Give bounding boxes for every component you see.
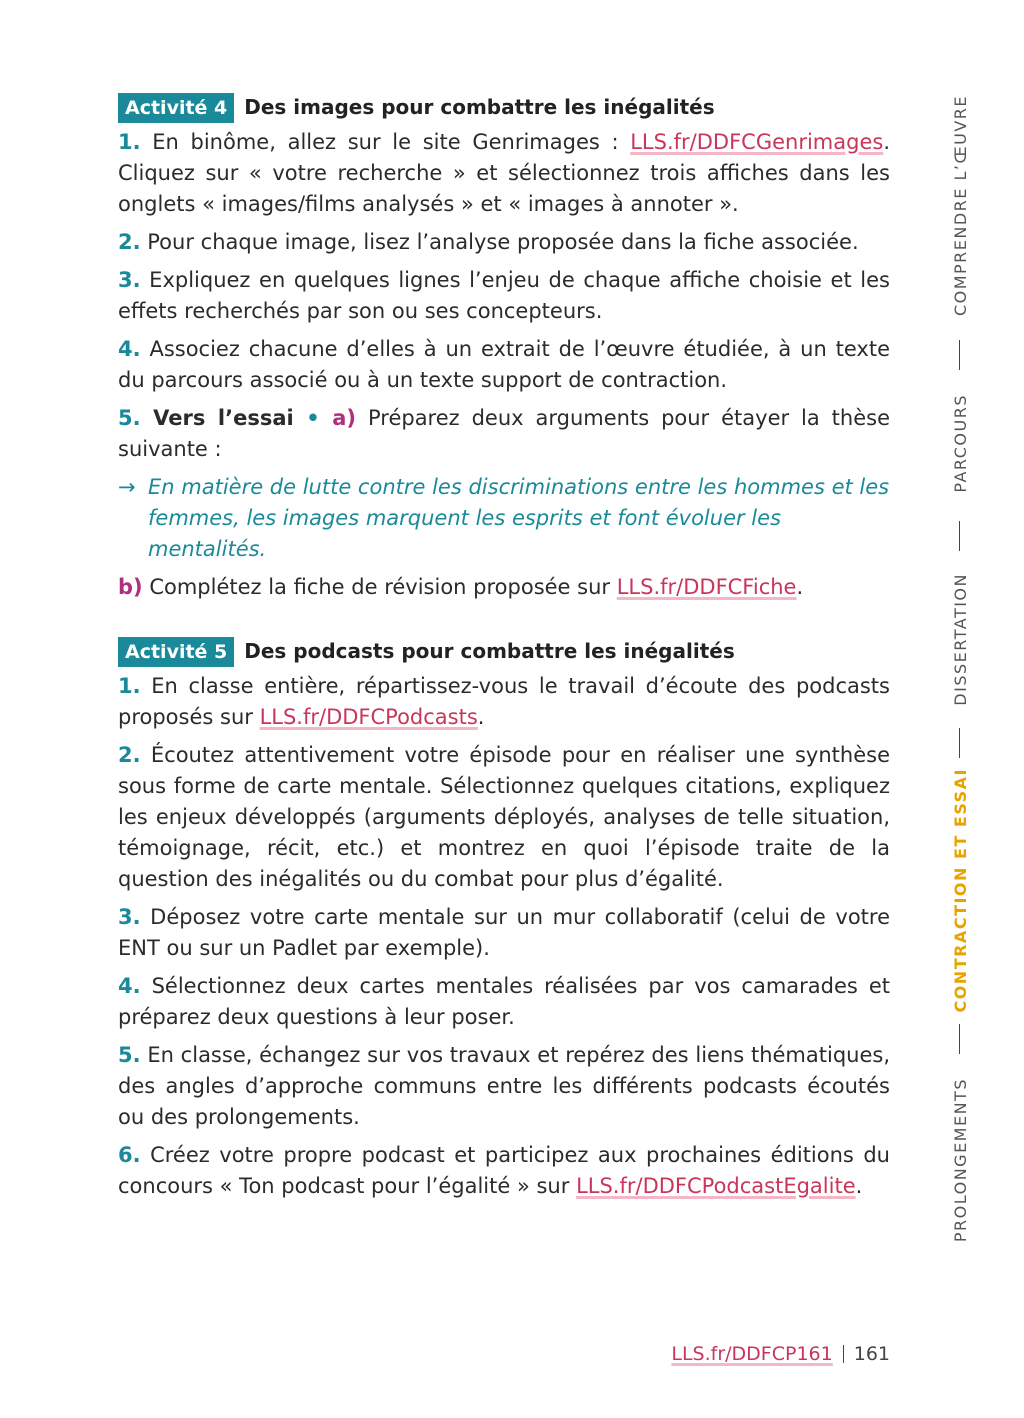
item-text: Complétez la fiche de révision proposée sur — [142, 575, 617, 599]
item-text: Écoutez attentivement votre épisode pour en réaliser une synthèse sous forme de carte mentale. Sélectionnez quelques citations, expliquez les enjeux développés (arguments déployés, analyses de telle situation, témoignage, récit, etc.) et montrez en quoi l’épisode traite de la question des inégalités ou du combat pour plus d’égalité. — [118, 743, 890, 891]
item-text: Créez votre propre podcast et participez aux prochaines éditions du concours « Ton podcast pour l’égalité » sur — [118, 1143, 890, 1198]
fiche-link[interactable]: LLS.fr/DDFCFiche — [616, 575, 797, 599]
activity-5-item-4 — [118, 971, 890, 1033]
item-text: En binôme, allez sur le site Genrimages : — [140, 130, 631, 154]
section-gap — [118, 610, 890, 636]
activity-5-header — [118, 636, 890, 667]
item-number: 5. — [118, 1043, 141, 1067]
activity-4-item-5 — [118, 403, 890, 465]
item-text: En classe entière, répartissez-vous le travail d’écoute des podcasts proposés sur — [118, 674, 890, 729]
page-footer — [671, 1343, 890, 1365]
footer-divider — [843, 1345, 844, 1363]
item-text: Sélectionnez deux cartes mentales réalisées par vos camarades et préparez deux questions à leur poser. — [118, 974, 890, 1029]
arrow-right-icon: → — [118, 475, 136, 499]
activity-5-item-1 — [118, 671, 890, 733]
chapter-sidebar — [933, 86, 987, 1256]
sub-item-a: a) — [332, 406, 357, 430]
tab-contraction-essai[interactable] — [933, 768, 987, 1013]
tab-label: COMPRENDRE L’ŒUVRE — [950, 95, 970, 317]
item-text: . — [796, 575, 804, 599]
item-text: . Cliquez sur « votre recherche » et sélectionnez trois affiches dans les onglets « images/films analysés » et « images à annoter ». — [118, 130, 890, 216]
tab-prolongements[interactable] — [933, 1064, 987, 1256]
item-number: 5. — [118, 406, 141, 430]
sub-item-b: b) — [118, 575, 143, 599]
page-number: 161 — [853, 1343, 890, 1365]
tab-divider — [959, 521, 960, 551]
tab-label: PROLONGEMENTS — [950, 1077, 970, 1243]
item-text: . — [855, 1174, 863, 1198]
activity-4-item-3 — [118, 265, 890, 327]
item-number: 3. — [118, 268, 141, 292]
tab-divider — [959, 1024, 960, 1054]
item-text: Associez chacune d’elles à un extrait de l’œuvre étudiée, à un texte du parcours associé ou à un texte support de contraction. — [118, 337, 890, 392]
item-number: 4. — [118, 337, 141, 361]
item-number: 6. — [118, 1143, 141, 1167]
item-text: Préparez deux arguments pour étayer la thèse suivante : — [118, 406, 890, 461]
activity-4-item-1 — [118, 127, 890, 220]
activity-5-item-2 — [118, 740, 890, 895]
item-text: En classe, échangez sur vos travaux et repérez des liens thématiques, des angles d’approche communs entre les différents podcasts écoutés ou des prolongements. — [118, 1043, 890, 1129]
podcast-egalite-link[interactable]: LLS.fr/DDFCPodcastEgalite — [576, 1174, 856, 1198]
item-text: Expliquez en quelques lignes l’enjeu de chaque affiche choisie et les effets recherchés par son ou ses concepteurs. — [118, 268, 890, 323]
tab-label: PARCOURS — [950, 393, 970, 493]
activity-4-title: Des images pour combattre les inégalités — [244, 95, 715, 119]
tab-label: DISSERTATION — [950, 572, 970, 706]
activity-4-badge: Activité 4 — [118, 93, 234, 123]
item-text: . — [477, 705, 485, 729]
activity-5-title: Des podcasts pour combattre les inégalités — [244, 639, 735, 663]
essay-label: Vers l’essai — [140, 406, 294, 430]
tab-dissertation[interactable] — [933, 564, 987, 714]
item-number: 4. — [118, 974, 141, 998]
activity-5-item-3 — [118, 902, 890, 964]
activity-5-badge: Activité 5 — [118, 637, 234, 667]
item-number: 2. — [118, 743, 141, 767]
tab-parcours[interactable] — [933, 380, 987, 506]
item-number: 3. — [118, 905, 141, 929]
item-text: Déposez votre carte mentale sur un mur collaboratif (celui de votre ENT ou sur un Padlet par exemple). — [118, 905, 890, 960]
activity-5-item-5 — [118, 1040, 890, 1133]
podcasts-link[interactable]: LLS.fr/DDFCPodcasts — [259, 705, 478, 729]
activity-4-item-2 — [118, 227, 890, 258]
activity-4-item-4 — [118, 334, 890, 396]
tab-comprendre-oeuvre[interactable] — [933, 86, 987, 326]
activity-4-item-b — [118, 572, 890, 603]
thesis-statement — [118, 472, 890, 565]
item-number: 2. — [118, 230, 141, 254]
item-number: 1. — [118, 130, 141, 154]
thesis-text: En matière de lutte contre les discriminations entre les hommes et les femmes, les images marquent les esprits et font évoluer les mentalités. — [148, 475, 890, 561]
item-text: Pour chaque image, lisez l’analyse proposée dans la fiche associée. — [140, 230, 859, 254]
tab-divider — [959, 340, 960, 370]
genrimages-link[interactable]: LLS.fr/DDFCGenrimages — [630, 130, 884, 154]
activity-5-item-6 — [118, 1140, 890, 1202]
activity-4-header — [118, 92, 890, 123]
tab-divider — [959, 728, 960, 758]
tab-label: CONTRACTION ET ESSAI — [950, 768, 970, 1013]
page-content — [118, 92, 890, 1209]
item-number: 1. — [118, 674, 141, 698]
bullet: • — [293, 406, 333, 430]
page-link[interactable]: LLS.fr/DDFCP161 — [671, 1343, 833, 1365]
